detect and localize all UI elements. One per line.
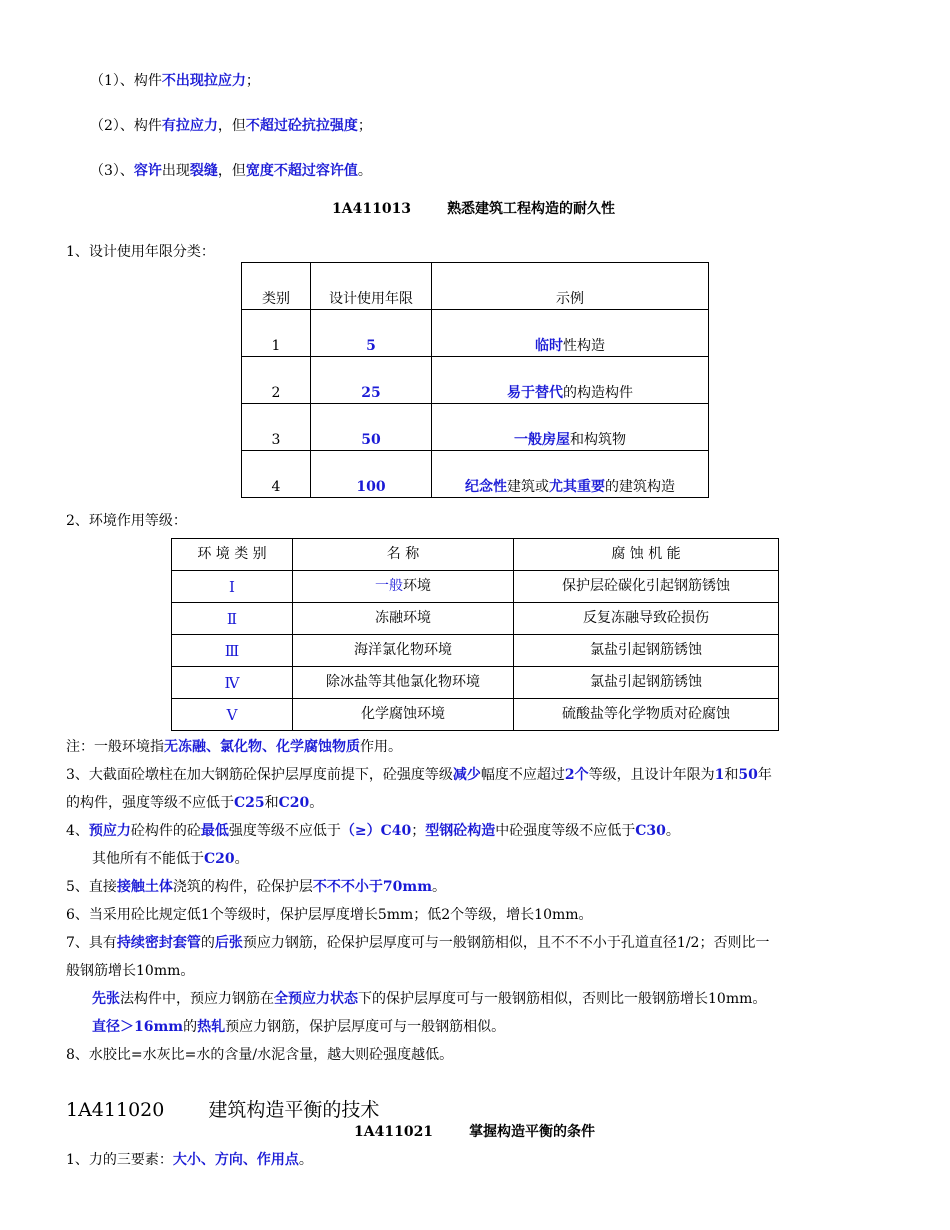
- row-example: [432, 404, 709, 451]
- example-text: 的建筑构造: [605, 479, 675, 496]
- row-env-class: Ⅰ: [172, 571, 293, 603]
- emphasis: 减少: [452, 767, 481, 783]
- paragraph-7-pretension: [92, 991, 766, 1008]
- paragraph-3-line-2: [66, 795, 323, 812]
- row-mechanism: 氯盐引起钢筋锈蚀: [514, 667, 779, 699]
- requirement-2: [90, 118, 372, 135]
- emphasis: C30: [635, 823, 666, 839]
- emphasis: 全预应力状态: [274, 991, 358, 1007]
- table-row: [172, 571, 779, 603]
- example-text: 和构筑物: [570, 432, 626, 449]
- emphasis: 最低: [200, 823, 229, 839]
- req-tail: ；: [245, 73, 260, 89]
- note-line: [66, 739, 402, 756]
- emphasis: 持续密封套管: [116, 935, 201, 951]
- section-heading-durability: [332, 201, 615, 218]
- table-row: [242, 451, 709, 498]
- row-mechanism: 硫酸盐等化学物质对砼腐蚀: [514, 699, 779, 731]
- row-name: [293, 603, 514, 635]
- section-code: 1A411013: [332, 201, 412, 217]
- example-text: 性构造: [563, 338, 605, 355]
- paragraph-8: 8、水胶比=水灰比=水的含量/水泥含量，越大则砼强度越低。: [66, 1047, 454, 1063]
- text: 的构件，强度等级不应低于: [66, 795, 234, 811]
- text: 和: [264, 795, 279, 811]
- row-example: [432, 310, 709, 357]
- row-mechanism: 反复冻融导致砼损伤: [514, 603, 779, 635]
- name-text: 除冰盐等其他氯化物环境: [326, 674, 480, 691]
- text: 。: [432, 879, 447, 895]
- emphasis: 先张: [92, 991, 120, 1007]
- note-emphasis: 无冻融、氯化物、化学腐蚀物质: [164, 739, 360, 755]
- paragraph-6: 6、当采用砼比规定低1个等级时，保护层厚度增长5mm；低2个等级，增长10mm。: [66, 907, 593, 923]
- table-row: [172, 699, 779, 731]
- text: 其他所有不能低于: [92, 851, 204, 867]
- text: 中砼强度等级不应低于: [495, 823, 636, 839]
- text: 5、直接: [66, 879, 117, 895]
- header-design-life: 设计使用年限: [311, 263, 432, 310]
- requirement-1: [90, 73, 260, 90]
- section-code: 1A411020: [66, 1099, 165, 1121]
- emphasis: 预应力: [88, 823, 131, 839]
- table-header-row: [172, 539, 779, 571]
- example-emphasis: 临时: [535, 338, 563, 355]
- row-years: 100: [311, 451, 432, 498]
- section-heading-balance-conditions: [354, 1124, 595, 1141]
- emphasis: 直径＞16mm: [92, 1019, 184, 1035]
- text: 年: [757, 767, 772, 783]
- emphasis: （≥）C40: [340, 823, 412, 839]
- req-emphasis: 不超过砼抗拉强度: [245, 118, 358, 134]
- text: 砼构件的砼: [130, 823, 201, 839]
- paragraph-7-line-1: [66, 935, 769, 952]
- text: 强度等级不应低于: [228, 823, 341, 839]
- header-example: 示例: [432, 263, 709, 310]
- header-category: 类别: [242, 263, 311, 310]
- note-tail: 作用。: [360, 739, 402, 755]
- text: 。: [309, 795, 324, 811]
- req-prefix: （1）、构件: [90, 73, 162, 89]
- emphasis: 热轧: [197, 1019, 226, 1035]
- req-emphasis: 容许: [133, 163, 162, 179]
- example-emphasis: 易于替代: [507, 385, 563, 402]
- req-emphasis: 裂缝: [189, 163, 218, 179]
- environment-table: [171, 538, 779, 731]
- row-env-class: Ⅲ: [172, 635, 293, 667]
- req-text: 出现: [161, 163, 190, 179]
- emphasis: 大小、方向、作用点: [172, 1152, 299, 1168]
- req-emphasis: 有拉应力: [161, 118, 218, 134]
- text: 4、: [66, 823, 89, 839]
- text: 预应力钢筋，砼保护层厚度可与一般钢筋相似，且不不不小于孔道直径1/2；否则比一: [242, 935, 770, 951]
- row-name: [293, 667, 514, 699]
- emphasis: 50: [738, 767, 758, 783]
- requirement-3: [90, 163, 372, 180]
- text: 法构件中，预应力钢筋在: [120, 991, 274, 1007]
- row-category: 2: [242, 357, 311, 404]
- table-row: [172, 635, 779, 667]
- example-emphasis: 纪念性: [465, 479, 507, 496]
- row-years: 25: [311, 357, 432, 404]
- table-row: [172, 667, 779, 699]
- row-example: [432, 357, 709, 404]
- row-mechanism: 氯盐引起钢筋锈蚀: [514, 635, 779, 667]
- emphasis: 型钢砼构造: [425, 823, 496, 839]
- req-tail: ；: [357, 118, 372, 134]
- req-emphasis: 宽度不超过容许值: [245, 163, 358, 179]
- row-category: 1: [242, 310, 311, 357]
- question-1: 1、设计使用年限分类：: [66, 244, 215, 260]
- emphasis: 接触土体: [116, 879, 173, 895]
- paragraph-3-line-1: [66, 767, 772, 784]
- header-name: 名 称: [293, 539, 514, 571]
- table-row: [242, 404, 709, 451]
- emphasis: 1: [714, 767, 725, 783]
- text: 。: [234, 851, 249, 867]
- text: 。: [665, 823, 680, 839]
- paragraph-4-line-2: [92, 851, 249, 868]
- emphasis: C25: [234, 795, 265, 811]
- name-text: 冻融环境: [375, 610, 431, 627]
- name-text: 海洋氯化物环境: [354, 642, 452, 659]
- table-row: [242, 357, 709, 404]
- emphasis: 后张: [214, 935, 243, 951]
- example-text: 的构造构件: [563, 385, 633, 402]
- row-name: [293, 699, 514, 731]
- paragraph-5: [66, 879, 446, 896]
- text: 1、力的三要素：: [66, 1152, 173, 1168]
- paragraph-force-elements: [66, 1152, 313, 1169]
- row-years: 5: [311, 310, 432, 357]
- section-title: 掌握构造平衡的条件: [469, 1124, 596, 1140]
- text: 预应力钢筋，保护层厚度可与一般钢筋相似。: [225, 1019, 506, 1035]
- example-emphasis: 一般房屋: [514, 432, 570, 449]
- row-name: [293, 571, 514, 603]
- section-heading-balance-tech: [66, 1099, 379, 1122]
- emphasis: 2个: [564, 767, 589, 783]
- req-tail: 。: [357, 163, 372, 179]
- text: 。: [298, 1152, 313, 1168]
- name-text: 化学腐蚀环境: [361, 706, 445, 723]
- text: 幅度不应超过: [480, 767, 565, 783]
- example-emphasis: 尤其重要: [549, 479, 605, 496]
- header-env-class: 环 境 类 别: [172, 539, 293, 571]
- emphasis: C20: [204, 851, 235, 867]
- emphasis: 不不不小于70mm: [312, 879, 433, 895]
- req-prefix: （3）、: [90, 163, 134, 179]
- row-name: [293, 635, 514, 667]
- row-env-class: Ⅱ: [172, 603, 293, 635]
- row-years: 50: [311, 404, 432, 451]
- row-example: [432, 451, 709, 498]
- row-env-class: Ⅴ: [172, 699, 293, 731]
- header-mechanism: 腐 蚀 机 能: [514, 539, 779, 571]
- row-mechanism: 保护层砼碳化引起钢筋锈蚀: [514, 571, 779, 603]
- name-text: 环境: [403, 578, 431, 595]
- text: 下的保护层厚度可与一般钢筋相似，否则比一般钢筋增长10mm。: [358, 991, 767, 1007]
- paragraph-7-hot-rolled: [92, 1019, 505, 1036]
- design-life-table: [241, 262, 709, 498]
- paragraph-7-line-2: 般钢筋增长10mm。: [66, 963, 195, 979]
- text: 和: [724, 767, 739, 783]
- table-row: [242, 310, 709, 357]
- req-text: ，但: [217, 163, 246, 179]
- row-category: 4: [242, 451, 311, 498]
- example-text: 建筑或: [507, 479, 549, 496]
- text: 等级，且设计年限为: [588, 767, 715, 783]
- req-prefix: （2）、构件: [90, 118, 162, 134]
- table-header-row: [242, 263, 709, 310]
- text: 的: [183, 1019, 198, 1035]
- text: 浇筑的构件，砼保护层: [172, 879, 313, 895]
- row-env-class: Ⅳ: [172, 667, 293, 699]
- text: 7、具有: [66, 935, 117, 951]
- row-category: 3: [242, 404, 311, 451]
- section-title: 熟悉建筑工程构造的耐久性: [447, 201, 616, 217]
- text: 的: [200, 935, 215, 951]
- paragraph-4-line-1: [66, 823, 680, 840]
- table-row: [172, 603, 779, 635]
- text: 3、大截面砼墩柱在加大钢筋砼保护层厚度前提下，砼强度等级: [66, 767, 453, 783]
- section-title: 建筑构造平衡的技术: [208, 1099, 380, 1121]
- emphasis: C20: [278, 795, 310, 811]
- question-2: 2、环境作用等级：: [66, 513, 187, 529]
- text: ；: [411, 823, 426, 839]
- name-emphasis: 一般: [375, 578, 403, 595]
- req-text: ，但: [217, 118, 246, 134]
- section-code: 1A411021: [354, 1124, 434, 1140]
- note-prefix: 注：一般环境指: [66, 739, 164, 755]
- req-emphasis: 不出现拉应力: [161, 73, 246, 89]
